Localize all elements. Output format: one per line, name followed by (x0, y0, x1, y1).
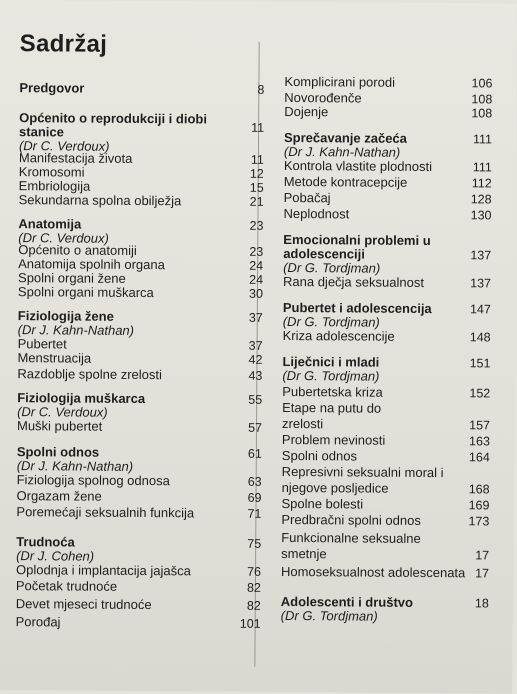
toc-entry-label: smetnje (281, 545, 327, 562)
toc-entry-label: Predgovor (19, 80, 85, 96)
toc-entry (282, 400, 517, 418)
toc-entry-label: Fiziologija muškarca (17, 390, 146, 407)
toc-entry (282, 448, 517, 466)
toc-page-number: 69 (247, 490, 262, 505)
toc-page-number: 12 (249, 166, 264, 181)
toc-entry (281, 564, 517, 582)
toc-entry-label: Rana dječja seksualnost (282, 273, 425, 290)
toc-entry-label: Fiziologija žene (17, 308, 114, 324)
toc-entry-label: Orgazam žene (16, 488, 102, 504)
toc-right-column (280, 2, 517, 624)
toc-entry-label: Emocionalni problemi u (283, 231, 431, 249)
toc-page-number: 55 (248, 392, 263, 407)
toc-entry-label: Etape na putu do (282, 399, 382, 416)
toc-entry (283, 206, 517, 224)
toc-page-number: 24 (249, 272, 264, 287)
toc-entry-label: Manifestacija života (18, 150, 133, 166)
toc-entry-label: Pubertetska kriza (282, 383, 383, 400)
toc-page-number: 43 (248, 368, 263, 383)
toc-entry-label: Novorođenče (284, 89, 362, 106)
toc-page-number: 111 (472, 160, 492, 175)
toc-entry-label: Općenito o anatomiji (18, 242, 137, 258)
toc-page-number: 42 (248, 352, 263, 367)
toc-page-number: 168 (468, 482, 490, 497)
toc-entry-label: Spolni organi žene (18, 270, 126, 286)
toc-page-number: 173 (468, 514, 490, 529)
toc-page-number: 8 (257, 82, 265, 97)
toc-page-number: 147 (469, 302, 491, 317)
toc-entry (284, 190, 517, 208)
toc-entry (16, 488, 262, 506)
toc-entry-label: zrelosti (281, 415, 324, 432)
toc-entry (15, 614, 261, 632)
toc-entry-label: (Dr C. Verdoux) (18, 230, 109, 246)
toc-entry-label: stanice (19, 124, 64, 140)
toc-section-heading (19, 80, 265, 98)
toc-author (282, 368, 517, 386)
toc-entry-label: (Dr G. Tordjman) (282, 367, 380, 384)
toc-page-number: 151 (469, 356, 491, 371)
toc-author (281, 608, 517, 626)
toc-entry (282, 464, 517, 482)
toc-entry-label: Komplicirani porodi (284, 73, 396, 90)
toc-page-number: 130 (470, 208, 492, 223)
toc-entry (284, 74, 517, 92)
toc-entry (281, 512, 517, 530)
toc-entry-label: Devet mjeseci trudnoće (15, 596, 152, 613)
toc-entry-label: Poremećaji seksualnih funkcija (16, 504, 195, 521)
toc-page-number: 23 (249, 244, 264, 259)
page-title: Sadržaj (19, 30, 108, 58)
toc-entry-label: (Dr C. Verdoux) (17, 404, 108, 420)
toc-entry (284, 158, 517, 176)
toc-entry-label: Problem nevinosti (281, 431, 386, 448)
toc-entry-label: Trudnoća (16, 534, 75, 550)
toc-entry-label: Fiziologija spolnog odnosa (16, 472, 170, 489)
toc-entry (282, 384, 517, 402)
toc-entry-label: Sekundarna spolna obilježja (18, 192, 182, 209)
toc-entry-label: Spolne bolesti (281, 495, 364, 512)
toc-entry-label: Porođaj (15, 614, 61, 630)
toc-page-number: 112 (471, 176, 492, 191)
toc-entry (283, 274, 517, 292)
toc-entry-label: Općenito o reprodukciji i diobi (19, 110, 208, 127)
toc-entry-label: (Dr G. Tordjman) (283, 259, 381, 276)
toc-entry-label: Metode kontracepcije (283, 173, 408, 190)
toc-entry (17, 366, 263, 384)
toc-entry (284, 104, 517, 122)
toc-page-number: 37 (248, 338, 263, 353)
toc-entry-label: Spolni odnos (16, 444, 100, 460)
toc-entry-label: Kriza adolescencije (282, 327, 395, 344)
toc-entry (282, 480, 517, 498)
toc-entry-label: Pobačaj (283, 189, 331, 206)
toc-page-number: 76 (247, 564, 262, 579)
toc-entry-label: Pubertet (17, 336, 67, 352)
toc-page-number: 24 (249, 258, 264, 273)
toc-entry-label: Neplodnost (283, 205, 350, 222)
toc-entry-label: (Dr J. Kahn-Nathan) (17, 322, 135, 338)
toc-entry-label: Anatomija (18, 216, 82, 232)
toc-entry (282, 432, 517, 450)
toc-entry (284, 174, 517, 192)
toc-page-number: 63 (247, 474, 262, 489)
toc-entry-label: (Dr J. Kahn-Nathan) (16, 458, 134, 474)
toc-entry-label: Embriologija (18, 178, 91, 194)
toc-entry-label: (Dr C. Verdoux) (18, 138, 110, 154)
toc-page-number: 82 (246, 598, 261, 613)
toc-entry (16, 472, 262, 490)
toc-page-number: 11 (250, 152, 264, 167)
toc-entry-label: Adolescenti i društvo (280, 593, 414, 610)
toc-page-number: 137 (470, 276, 492, 291)
toc-page-number: 21 (249, 194, 264, 209)
toc-entry-label: adolescenciji (283, 245, 365, 262)
toc-page-number: 106 (471, 76, 493, 91)
toc-entry (283, 328, 517, 346)
toc-page-number: 11 (251, 120, 265, 135)
toc-page-number: 108 (471, 106, 493, 121)
toc-page-number: 169 (468, 498, 490, 513)
toc-entry (281, 546, 517, 564)
toc-entry (281, 496, 517, 514)
toc-entry-label: Homoseksualnost adolescenata (280, 563, 466, 581)
toc-page-number: 61 (247, 446, 262, 461)
toc-entry-label: Liječnici i mladi (282, 353, 380, 370)
toc-page-number: 71 (247, 506, 262, 521)
toc-entry-label: (Dr G. Tordjman) (280, 607, 378, 624)
toc-entry-label: Funkcionalne seksualne (281, 529, 421, 546)
toc-page-number: 15 (249, 180, 264, 195)
toc-page-number: 163 (469, 434, 490, 449)
toc-entry (282, 416, 517, 434)
toc-page-number: 37 (248, 310, 263, 325)
toc-entry (15, 578, 261, 596)
toc-entry (15, 596, 261, 614)
toc-page-number: 82 (246, 580, 261, 595)
toc-entry-label: Razdoblje spolne zrelosti (17, 366, 162, 383)
toc-page-number: 57 (248, 420, 263, 435)
toc-page-number: 17 (475, 548, 490, 563)
toc-page-number: 30 (249, 286, 264, 301)
toc-entry-label: Oplodnja i implantacija jajašca (15, 562, 191, 579)
toc-entry-label: Menstruacija (17, 350, 92, 366)
toc-entry-label: Dojenje (284, 103, 329, 120)
toc-entry (17, 350, 263, 368)
toc-entry-label: (Dr J. Kahn-Nathan) (283, 143, 401, 160)
toc-entry (18, 192, 264, 210)
toc-page-number: 137 (470, 248, 492, 263)
toc-entry (17, 284, 264, 302)
toc-page-number: 23 (249, 218, 264, 233)
toc-page-number: 18 (474, 596, 489, 611)
toc-entry-label: Sprečavanje začeća (283, 129, 407, 146)
toc-page-number: 75 (247, 536, 262, 551)
toc-page-number: 157 (469, 418, 491, 433)
toc-entry-label: Kromosomi (18, 164, 85, 180)
toc-entry (281, 530, 517, 548)
toc-page-number: 111 (472, 132, 493, 147)
toc-entry-label: Kontrola vlastite plodnosti (283, 157, 433, 175)
toc-entry-label: Anatomija spolnih organa (18, 256, 165, 273)
toc-page-number: 128 (470, 192, 492, 207)
toc-entry-label: Spolni odnos (281, 447, 358, 464)
toc-entry (16, 418, 263, 436)
toc-page-number: 164 (468, 450, 490, 465)
toc-entry-label: Muški pubertet (16, 418, 103, 434)
toc-entry-label: (Dr G. Tordjman) (282, 313, 380, 330)
toc-entry-label: Početak trudnoće (15, 578, 118, 594)
toc-page-number: 108 (471, 92, 493, 107)
toc-entry-label: Predbračni spolni odnos (281, 511, 421, 528)
toc-entry-label: njegove posljedice (281, 479, 389, 496)
toc-entry-label: Represivni seksualni moral i (281, 463, 444, 481)
toc-entry (15, 562, 262, 580)
toc-entry-label: Spolni organi muškarca (17, 284, 154, 301)
toc-page-number: 101 (239, 616, 261, 631)
toc-page-number: 17 (475, 566, 490, 581)
toc-page-number: 152 (469, 386, 491, 401)
toc-entry-label: (Dr J. Cohen) (16, 548, 95, 564)
toc-entry-label: Pubertet i adolescencija (282, 299, 432, 317)
toc-entry (16, 504, 262, 522)
toc-page-number: 148 (469, 330, 491, 345)
